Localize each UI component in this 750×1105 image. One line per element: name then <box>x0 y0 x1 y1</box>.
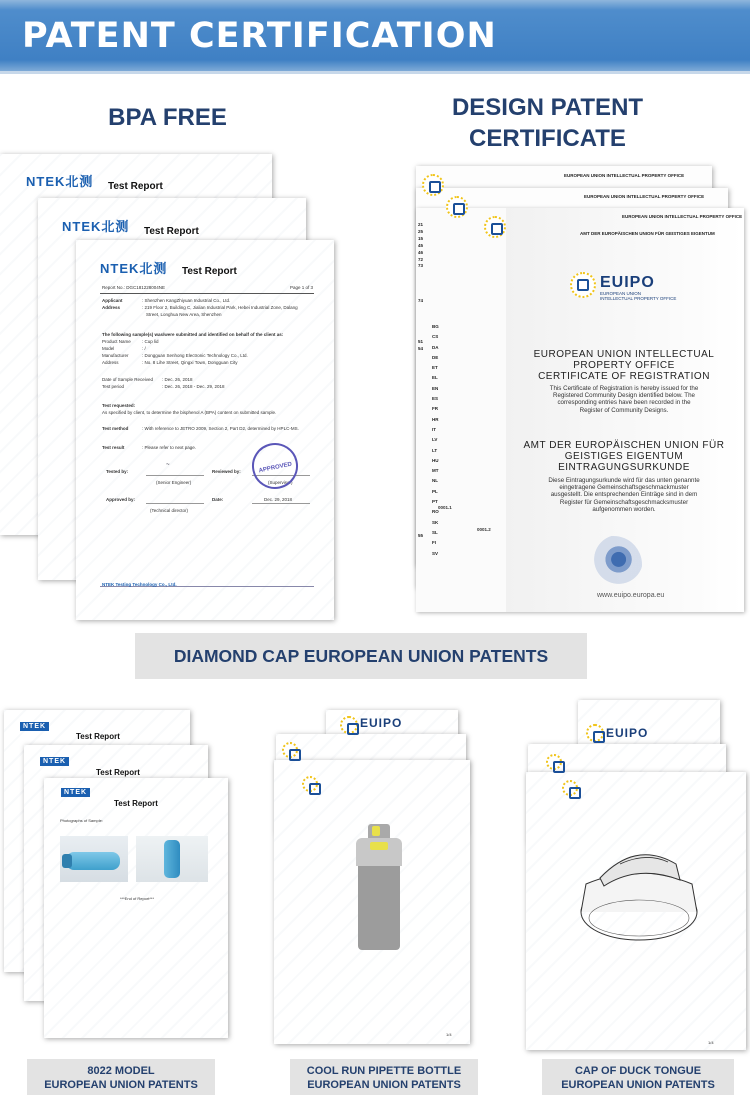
euipo-logo-sub2: INTELLECTUAL PROPERTY OFFICE <box>600 296 677 301</box>
manufacturer-value: : Dongguan Senhong Electronic Technology Co., Ltd. <box>142 353 248 358</box>
page-title: PATENT CERTIFICATION <box>22 16 497 56</box>
report-number: Report No.: DGC181228004NE <box>102 285 166 290</box>
mfr-address-label: Address <box>102 360 119 365</box>
report-title: Test Report <box>76 732 120 741</box>
euipo-website: www.euipo.europa.eu <box>597 592 665 599</box>
euipo-small-emblem-icon <box>282 742 298 758</box>
euipo-logo: EUIPO <box>600 274 655 291</box>
ntek-report-small-1 <box>44 778 228 1038</box>
page-mark: 1/4 <box>708 1040 714 1045</box>
certificate-body-en: This Certificate of Registration is hereby issued for the Registered Community Design identified below. The corresponding entries have been recorded in the Register of Community Designs. <box>549 385 699 414</box>
caption-cool-run-bottle: COOL RUN PIPETTE BOTTLE EUROPEAN UNION PATENTS <box>290 1059 478 1095</box>
report-title: Test Report <box>108 181 163 192</box>
design-title-line1: DESIGN PATENT <box>451 94 644 121</box>
signature-george: ~ <box>166 462 170 468</box>
product-label: Product Name <box>102 339 131 344</box>
caption-8022-model: 8022 MODEL EUROPEAN UNION PATENTS <box>27 1059 215 1095</box>
product-value: : Cup lid <box>142 339 159 344</box>
approved-stamp: APPROVED <box>248 439 303 494</box>
requested-label: Test requested: <box>102 403 136 408</box>
samples-line: The following sample(s) was/were submitted and identified on behalf of the client as: <box>102 332 284 337</box>
diamond-cap-banner: DIAMOND CAP EUROPEAN UNION PATENTS <box>135 633 587 679</box>
period-value: : Dec. 26, 2018 - Dec. 29, 2018 <box>162 384 225 389</box>
address-line1: : 219 Floor 2, Building C, Jialian Industrial Park, Hebei Industrial Zone, Dalang <box>142 305 298 310</box>
ntek-logo: NTEK北测 <box>62 219 130 234</box>
method-value: : With reference to JETRO 2009, Section 2, Part D2, determined by HPLC-MS. <box>142 426 299 431</box>
ntek-small-logo: NTEK <box>20 722 49 731</box>
applicant-label: Applicant <box>102 298 123 303</box>
reviewed-by-role: (Supervisor) <box>268 480 293 485</box>
end-of-report: ***End of Report*** <box>120 896 155 901</box>
result-label: Test result <box>102 445 125 450</box>
page-number: Page 1 of 3 <box>290 285 314 290</box>
language-codes: BG CS DA DE ET EL EN ES FR HR IT LV LT HU MT NL PL PT RO SK SL FI SV <box>432 324 439 556</box>
office-en-header: EUROPEAN UNION INTELLECTUAL PROPERTY OFFICE <box>622 214 743 219</box>
reviewed-by-label: Reviewed by: <box>212 469 241 474</box>
tested-by-role: (Senior Engineer) <box>156 480 192 485</box>
inid-codes: 21 25 15 45 46 72 73 74 51 54 55 <box>418 222 424 538</box>
manufacturer-label: Manufacturer <box>102 353 129 358</box>
photos-label: Photographs of Sample: <box>60 818 103 823</box>
cool-run-bottle-drawing <box>356 824 402 950</box>
tested-by-label: Tested by: <box>106 469 129 474</box>
certificate-body-de: Diese Eintragungsurkunde wird für das unten genannte eingetragene Gemeinschaftsgeschmackmuster ausgestellt. Die entsprechenden Einträge sind in dem Register für Gemeinschaftsgeschmacksmuster aufgenommen worden. <box>548 477 700 513</box>
method-label: Test method <box>102 426 129 431</box>
ntek-logo: NTEK北测 <box>100 261 168 276</box>
design-patent-title <box>410 92 685 154</box>
report-title: Test Report <box>144 226 199 237</box>
eu-emblem-icon <box>484 216 506 238</box>
ntek-small-logo: NTEK <box>40 757 69 766</box>
result-value: : Please refer to next page. <box>142 445 197 450</box>
received-value: : Dec. 26, 2018 <box>162 377 193 382</box>
eu-emblem-icon <box>446 196 468 218</box>
model-label: Model <box>102 346 115 351</box>
report-title: Test Report <box>114 799 158 808</box>
duck-tongue-cap-drawing <box>576 834 702 944</box>
office-en-header: EUROPEAN UNION INTELLECTUAL PROPERTY OFFICE <box>564 173 685 178</box>
euipo-logo-emblem-icon <box>570 272 596 298</box>
euipo-logo-sub1: EUROPEAN UNION <box>600 291 642 296</box>
euipo-small-emblem-icon <box>546 754 562 770</box>
euipo-small-emblem-icon <box>586 724 604 742</box>
approved-by-label: Approved by: <box>106 497 136 502</box>
office-de-header: AMT DER EUROPÄISCHEN UNION FÜR GEISTIGES EIGENTUM <box>580 231 715 236</box>
page-mark: 1/4 <box>446 1032 452 1037</box>
period-label: Test period <box>102 384 125 389</box>
bpa-free-title: BPA FREE <box>108 104 227 131</box>
address-label: Address <box>102 305 121 310</box>
certificate-heading-en: EUROPEAN UNION INTELLECTUAL PROPERTY OFFICE CERTIFICATE OF REGISTRATION <box>533 349 715 382</box>
report-title: Test Report <box>182 266 237 277</box>
bpa-report-page-1 <box>76 240 334 620</box>
footer-company: NTEK Testing Technology Co., Ltd. <box>102 582 177 587</box>
date-value: Dec. 29, 2018 <box>264 497 293 502</box>
received-label: Date of Sample Received <box>102 377 154 382</box>
requested-value: As specified by client, to determine the bisphenol A (BPA) content on submitted sample. <box>102 410 277 415</box>
euipo-small-logo: EUIPO <box>606 726 649 740</box>
sample-photo-1 <box>60 836 128 882</box>
office-en-header: EUROPEAN UNION INTELLECTUAL PROPERTY OFFICE <box>584 194 705 199</box>
caption-duck-tongue-cap: CAP OF DUCK TONGUE EUROPEAN UNION PATENTS <box>542 1059 734 1095</box>
eu-emblem-icon <box>422 174 444 196</box>
date-label: Date: <box>212 497 224 502</box>
applicant-value: : Shenzhen KangZhiyuan Industrial Co., Ltd. <box>142 298 231 303</box>
design-number-1: 0001.1 <box>438 505 452 510</box>
address-line2: Street, Longhua New Area, Shenzhen <box>146 312 222 317</box>
ntek-logo: NTEK北测 <box>26 174 94 189</box>
euipo-small-emblem-icon <box>562 780 578 796</box>
report-title: Test Report <box>96 768 140 777</box>
ntek-small-logo: NTEK <box>61 788 90 797</box>
design-number-2: 0001.2 <box>477 527 491 532</box>
euipo-small-emblem-icon <box>302 776 318 792</box>
mfr-address-value: : No. 8 Lihe Street, Qingxi Town, Dongguan City <box>142 360 238 365</box>
design-title-line2: CERTIFICATE <box>469 125 626 152</box>
model-value: : / <box>142 346 146 351</box>
euipo-small-logo: EUIPO <box>360 716 403 730</box>
certificate-heading-de: AMT DER EUROPÄISCHEN UNION FÜR GEISTIGES EIGENTUM EINTRAGUNGSURKUNDE <box>523 440 725 473</box>
sample-photo-2 <box>136 836 208 882</box>
approved-by-role: (Technical director) <box>150 508 189 513</box>
euipo-small-emblem-icon <box>340 716 358 734</box>
